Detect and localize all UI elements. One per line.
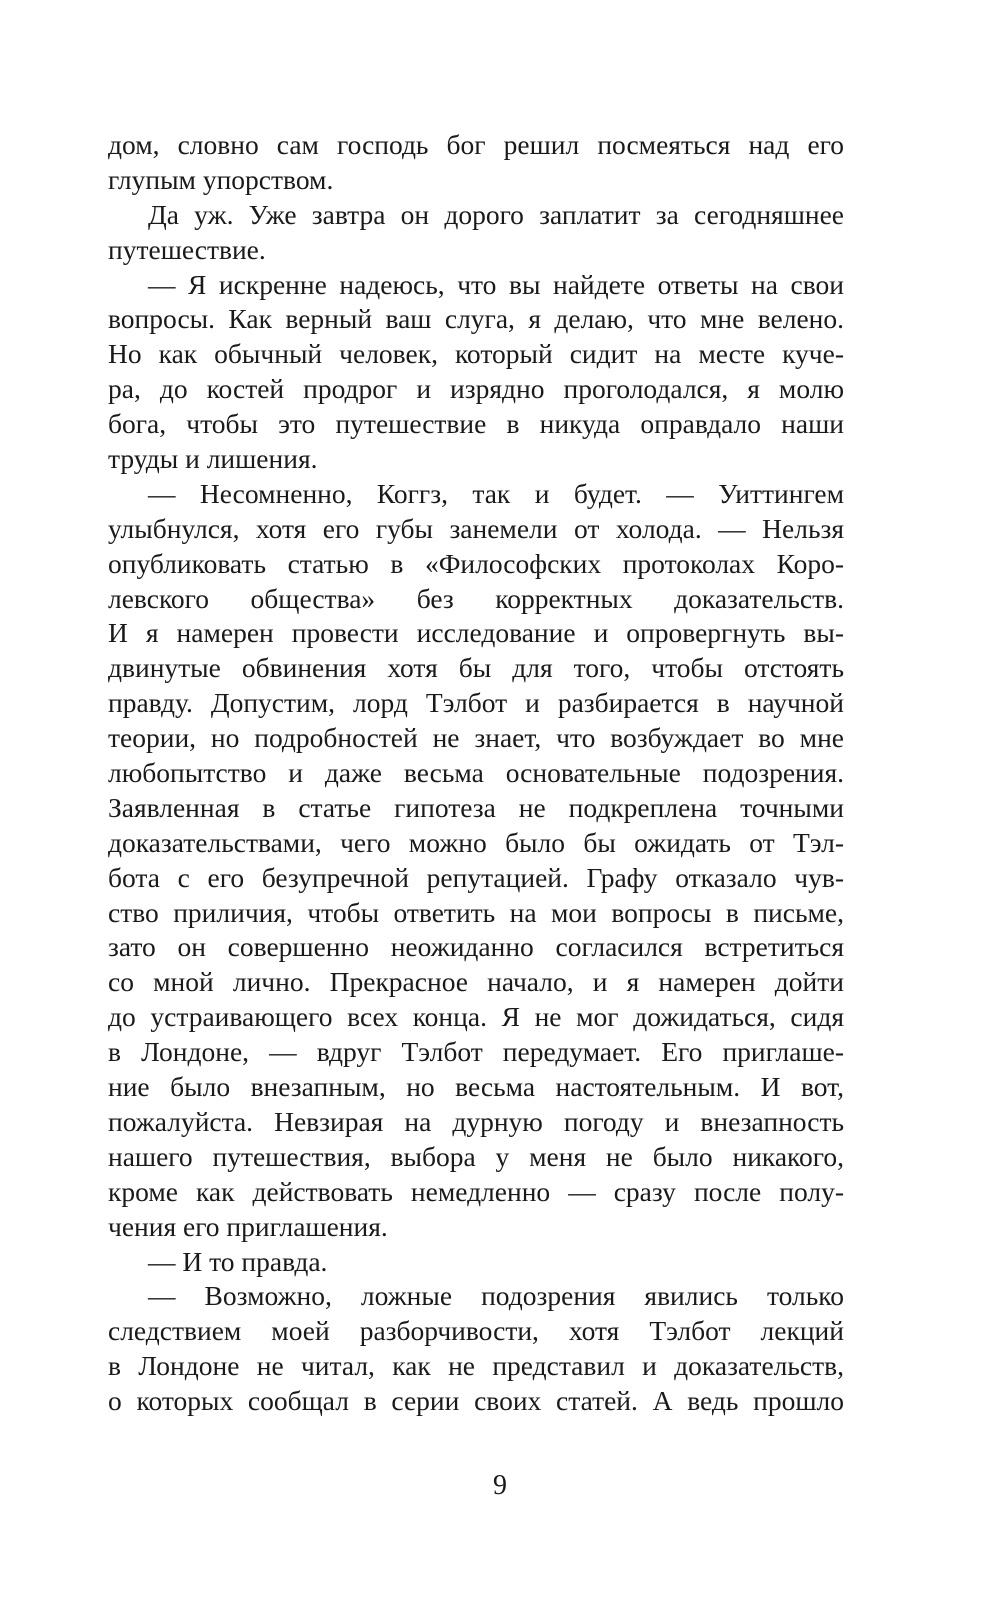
text-line: до устраивающего всех конца. Я не мог дожидаться, сидя [108, 1001, 844, 1033]
text-line: — И то правда. [148, 1245, 328, 1277]
text-line: о которых сообщал в серии своих статей. А ведь прошло [108, 1385, 844, 1417]
page-number: 9 [493, 1470, 507, 1501]
text-line: И я намерен провести исследование и опровергнуть вы- [108, 617, 844, 649]
text-line: Да уж. Уже завтра он дорого заплатит за сегодняшнее [148, 198, 844, 230]
text-line: левского общества» без корректных доказательств. [108, 582, 844, 614]
text-line: нашего путешествия, выбора у меня не было никакого, [108, 1140, 844, 1172]
text-line: — Несомненно, Коггз, так и будет. — Уиттингем [148, 477, 844, 509]
text-line: зато он совершенно неожиданно согласился встретиться [108, 931, 844, 963]
text-line: — Я искренне надеюсь, что вы найдете ответы на свои [148, 268, 844, 300]
text-line: кроме как действовать немедленно — сразу после полу- [108, 1175, 844, 1207]
text-line: — Возможно, ложные подозрения явились только [148, 1280, 844, 1312]
text-line: труды и лишения. [108, 443, 318, 475]
text-line: путешествие. [108, 233, 266, 265]
text-line: в Лондоне, — вдруг Тэлбот передумает. Его приглаше- [108, 1036, 844, 1068]
text-line: улыбнулся, хотя его губы занемели от холода. — Нельзя [108, 512, 844, 544]
text-line: пожалуйста. Невзирая на дурную погоду и внезапность [108, 1105, 844, 1137]
text-line: любопытство и даже весьма основательные подозрения. [108, 757, 844, 789]
text-line: чения его приглашения. [108, 1210, 388, 1242]
text-line: со мной лично. Прекрасное начало, и я намерен дойти [108, 966, 844, 998]
text-line: теории, но подробностей не знает, что возбуждает во мне [108, 722, 844, 754]
text-line: опубликовать статью в «Философских протоколах Коро- [108, 547, 844, 579]
text-line: ние было внезапным, но весьма настоятельным. И вот, [108, 1071, 844, 1103]
text-line: Но как обычный человек, который сидит на месте куче- [108, 338, 844, 370]
text-line: двинутые обвинения хотя бы для того, чтобы отстоять [108, 652, 844, 684]
text-line: ство приличия, чтобы ответить на мои вопросы в письме, [108, 896, 844, 928]
text-line: вопросы. Как верный ваш слуга, я делаю, что мне велено. [108, 303, 844, 335]
body-text [108, 128, 844, 1419]
text-line: дом, словно сам господь бог решил посмеяться над его [108, 129, 844, 160]
text-line: Заявленная в статье гипотеза не подкреплена точными [108, 791, 844, 823]
text-line: в Лондоне не читал, как не представил и доказательств, [108, 1350, 844, 1382]
text-line: следствием моей разборчивости, хотя Тэлбот лекций [108, 1315, 844, 1347]
text-line: бога, чтобы это путешествие в никуда оправдало наши [108, 408, 844, 440]
text-line: бота с его безупречной репутацией. Графу отказало чув- [108, 861, 844, 893]
text-line: глупым упорством. [108, 163, 334, 195]
text-line: правду. Допустим, лорд Тэлбот и разбирается в научной [108, 687, 844, 719]
text-line: доказательствами, чего можно было бы ожидать от Тэл- [108, 826, 844, 858]
text-line: ра, до костей продрог и изрядно проголодался, я молю [108, 373, 844, 405]
